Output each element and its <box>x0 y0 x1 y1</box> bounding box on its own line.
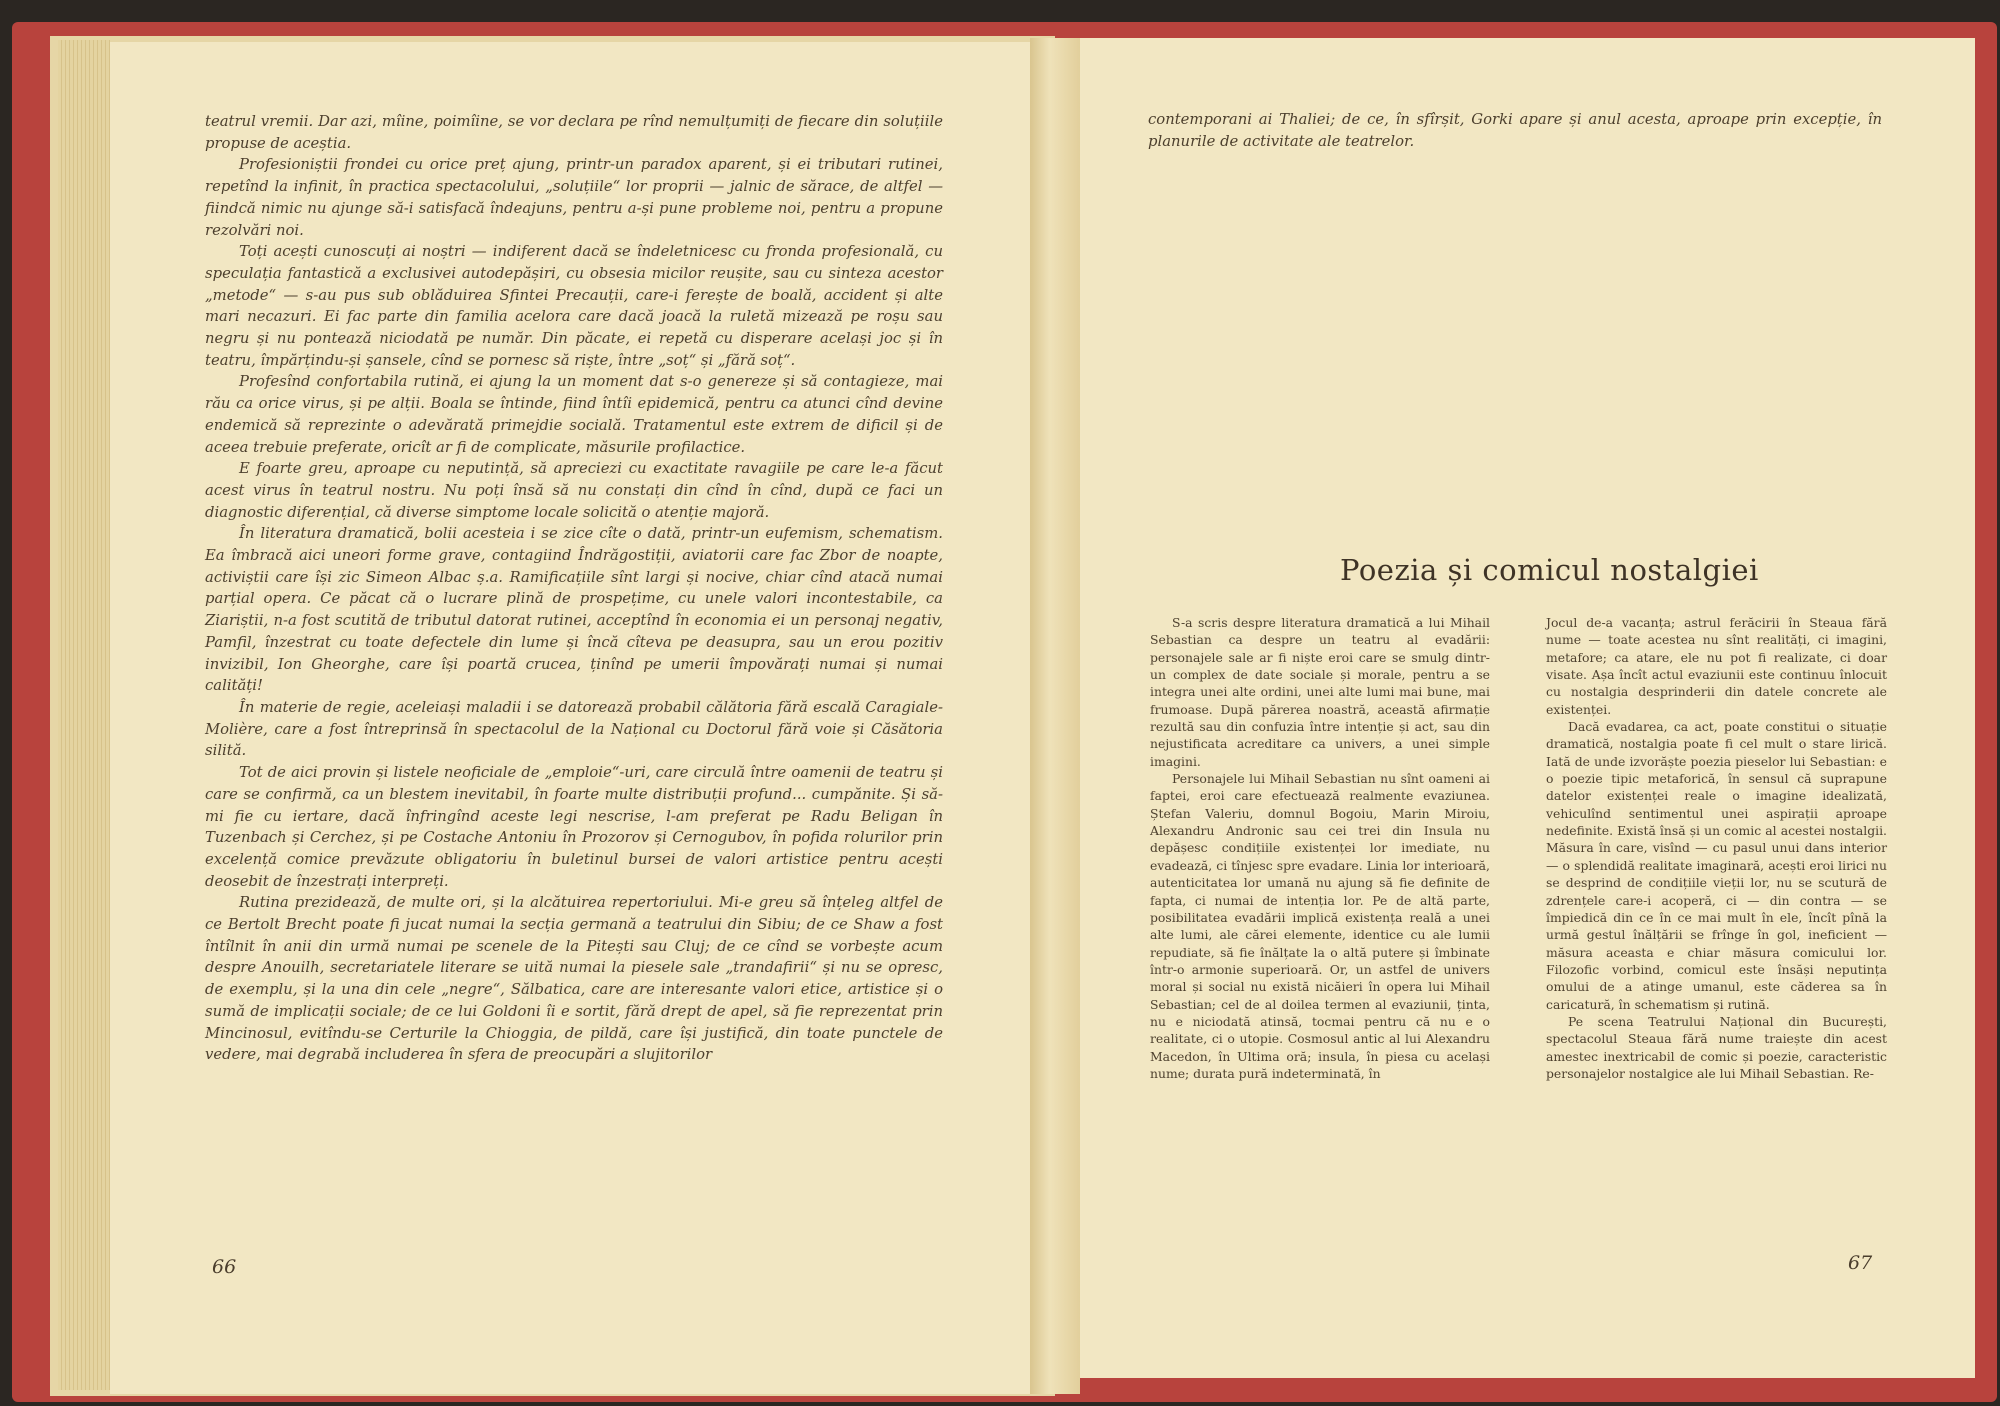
right-page-top-body <box>1148 109 1882 152</box>
paragraph: Personajele lui Mihail Sebastian nu sînt oameni ai faptei, eroi care efectuează realmente evaziunea. Ștefan Valeriu, domnul Bogoiu, Marin Miroiu, Alexandru Andronic sau cei trei din Insula nu depășesc condițiile existenței lor imediate, nu evadează, ci tînjesc spre evadare. Linia lor interioară, autenticitatea lor umană nu ajung să fie definite de fapta, ci numai de intenția lor. Pe de altă parte, posibilitatea evadării implică existența reală a unei alte lumi, ale cărei elemente, identice cu ale lumii repudiate, să fie înălțate la o altă putere și îmbinate într-o armonie superioară. Or, un astfel de univers moral și social nu există nicăieri în opera lui Mihail Sebastian; cel de al doilea termen al evaziunii, ținta, nu e niciodată atinsă, tocmai pentru că nu e o realitate, ci o utopie. Cosmosul antic al lui Alexandru Macedon, în Ultima oră; insula, în piesa cu același nume; durata pură indeterminată, în <box>1150 771 1490 1081</box>
paragraph: Rutina prezidează, de multe ori, și la alcătuirea repertoriului. Mi-e greu să înțeleg altfel de ce Bertolt Brecht poate fi jucat numai la secția germană a teatrului din Sibiu; de ce Shaw a fost întîlnit în anii din urmă numai pe scenele de la Pitești sau Cluj; de ce cînd se vorbește acum despre Anouilh, secretariatele literare se uită numai la piesele sale „trandafirii“ și nu se opresc, de exemplu, și la una din cele „negre“, Sălbatica, care are interesante valori etice, artistice și o sumă de implicații sociale; de ce lui Goldoni îi e sortit, fără drept de apel, să fie reprezentat prin Mincinosul, evitîndu-se Certurile la Chioggia, de pildă, care își justifică, din toate punctele de vedere, mai degrabă includerea în sfera de preocupări a slujitorilor <box>205 894 943 1064</box>
paragraph: Pe scena Teatrului Național din București, spectacolul Steaua fără nume traiește din acest amestec inextricabil de comic și poezie, caracteristic personajelor nostalgice ale lui Mihail Sebastian. Re- <box>1546 1013 1887 1081</box>
paragraph: E foarte greu, aproape cu neputință, să apreciezi cu exactitate ravagiile pe care le-a făcut acest virus în teatrul nostru. Nu poți însă să nu constați din cînd în cînd, după ce faci un diagnostic diferențial, că diverse simptome locale solicită o atenție majoră. <box>205 460 943 521</box>
page-number-right: 67 <box>1848 1252 1873 1274</box>
book-gutter <box>1030 38 1080 1394</box>
page-number-left: 66 <box>212 1256 237 1278</box>
paragraph: teatrul vremii. Dar azi, mîine, poimîine, se vor declara pe rînd nemulțumiți de fiecare din soluțiile propuse de aceștia. <box>205 113 943 152</box>
paragraph: Toți acești cunoscuți ai noștri — indiferent dacă se îndeletnicesc cu fronda profesională, cu speculația fantastică a exclusivei autodepășiri, cu obsesia micilor reușite, sau cu sinteza acestor „metode“ — s-au pus sub oblăduirea Sfintei Precauții, care-i ferește de boală, accident și alte mari necazuri. Ei fac parte din familia acelora care dacă joacă la ruletă mizează pe roșu sau negru și nu pontează niciodată pe număr. Din păcate, ei repetă cu disperare același joc și în teatru, împărțindu-și șansele, cînd se pornesc să riște, între „soț“ și „fără soț“. <box>205 243 943 369</box>
paragraph: S-a scris despre literatura dramatică a lui Mihail Sebastian ca despre un teatru al evadării: personajele sale ar fi niște eroi care se smulg dintr-un complex de date sociale și morale, pentru a se integra unei alte ordini, unei alte lumi mai bune, mai frumoase. După părerea noastră, această afirmație rezultă sau din confuzia între intenție și act, sau din nejustificata acreditare ca univers, a unei simple imagini. <box>1150 615 1490 769</box>
paragraph: Jocul de-a vacanța; astrul ferăcirii în Steaua fără nume — toate acestea nu sînt realități, ci imagini, metafore; ca atare, ele nu pot fi realizate, ci doar visate. Așa încît actul evaziunii este continuu înlocuit cu nostalgia desprinderii din datele concrete ale existenței. <box>1546 615 1887 717</box>
section-heading: Poezia și comicul nostalgiei <box>1340 553 1759 587</box>
paragraph: În literatura dramatică, bolii acesteia i se zice cîte o dată, printr-un eufemism, schematism. Ea îmbracă aici uneori forme grave, contagiind Îndrăgostiții, aviatorii care fac Zbor de noapte, activiștii care își zic Simeon Albac ș.a. Ramificațiile sînt largi și nocive, chiar cînd atacă numai parțial opera. Ce păcat că o lucrare plină de prospețime, cu unele valori incontestabile, ca Ziariștii, n-a fost scutită de tributul datorat rutinei, acceptînd în economia ei un personaj negativ, Pamfil, înzestrat cu toate defectele din lume și încă cîteva pe deasupra, sau un erou pozitiv invizibil, Ion Gheorghe, care își poartă crucea, ținînd pe umerii împovărați numai și numai calități! <box>205 525 943 695</box>
paragraph: Profesînd confortabila rutină, ei ajung la un moment dat s-o genereze și să contagieze, mai rău ca orice virus, și pe alții. Boala se întinde, fiind întîi epidemică, pentru ca atunci cînd devine endemică să reprezinte o adevărată primejdie socială. Tratamentul este extrem de dificil și de aceea trebuie preferate, oricît ar fi de complicate, măsurile profilactice. <box>205 373 943 456</box>
page-edges <box>58 40 110 1390</box>
paragraph: Tot de aici provin și listele neoficiale de „emploie“-uri, care circulă între oamenii de teatru și care se confirmă, ca un blestem inevitabil, în foarte multe distribuții profund... cumpănite. Și să-mi fie cu iertare, dacă înfringînd aceste legi nescrise, l-am preferat pe Radu Beligan în Tuzenbach și Cerchez, și pe Costache Antoniu în Prozorov și Cernogubov, în pofida rolurilor prin excelență comice prevăzute obligatoriu în buletinul bursei de valori artistice pentru acești deosebit de înzestrați interpreți. <box>205 764 943 890</box>
paragraph: Profesioniștii frondei cu orice preț ajung, printr-un paradox aparent, și ei tributari rutinei, repetînd la infinit, în practica spectacolului, „soluțiile“ lor proprii — jalnic de sărace, de altfel — fiindcă nimic nu ajunge să-i satisfacă îndeajuns, pentru a-și pune probleme noi, pentru a propune rezolvări noi. <box>205 156 943 239</box>
right-column-1 <box>1150 614 1490 1082</box>
paragraph: Dacă evadarea, ca act, poate constitui o situație dramatică, nostalgia poate fi cel mult o stare lirică. Iată de unde izvorăște poezia pieselor lui Sebastian: e o poezie tipic metaforică, în sensul că suprapune datelor existenței reale o imagine idealizată, vehiculînd sentimentul unei aspirații aproape nedefinite. Există însă și un comic al acestei nostalgii. Măsura în care, visînd — cu pasul unui dans interior — o splendidă realitate imaginară, acești eroi lirici nu se desprind de condițiile vieții lor, nu se scutură de zdrențele care-i acoperă, ci — din contra — se împiedică din ce în ce mai mult în ele, încît pînă la urmă gestul înălțării se frînge în gol, ineficient — măsura aceasta e chiar măsura comicului lor. Filozofic vorbind, comicul este însăși neputința omului de a atinge umanul, este căderea sa în caricatură, în schematism și rutină. <box>1546 719 1887 1012</box>
left-page-body <box>205 111 943 1066</box>
paragraph: contemporani ai Thaliei; de ce, în sfîrșit, Gorki apare și anul acesta, aproape prin excepție, în planurile de activitate ale teatrelor. <box>1148 111 1882 150</box>
paragraph: În materie de regie, aceleiași maladii i se datorează probabil călătoria fără escală Caragiale-Molière, care a fost întreprinsă în spectacolul de la Național cu Doctorul fără voie și Căsătoria silită. <box>205 698 943 760</box>
right-column-2 <box>1546 614 1887 1082</box>
